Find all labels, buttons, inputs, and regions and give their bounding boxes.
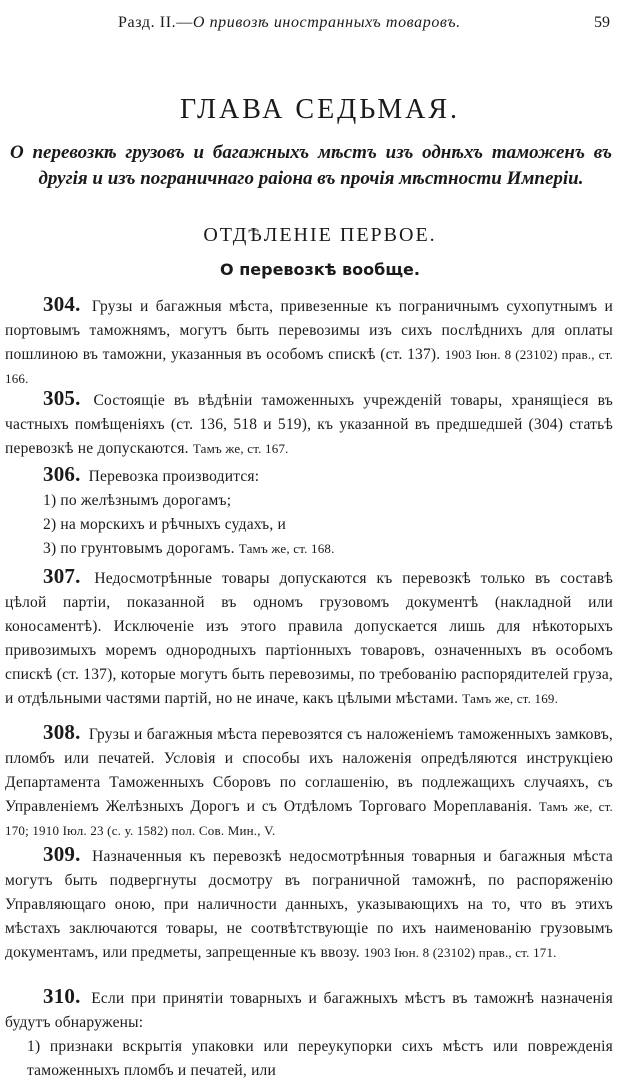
article-310 [5,984,613,1083]
article-text: Если при принятіи товарныхъ и багажныхъ мѣстъ въ таможнѣ назначенія будутъ обнаружены: [5,990,613,1031]
article-number: 307. [43,564,81,588]
running-header [0,14,640,36]
article-text: Грузы и багажныя мѣста, привезенные къ пограничнымъ сухопутнымъ и портовымъ таможнямъ, могутъ быть перевозимы изъ сихъ послѣднихъ для оплаты пошлиною въ таможни, указанныя въ особомъ спискѣ (ст. 137). [5,298,614,363]
article-text: Состоящіе въ вѣдѣніи таможенныхъ учрежденій товары, хранящіеся въ частныхъ помѣщеніяхъ (ст. 136, 518 и 519), къ указанной въ предшедшей (304) статьѣ перевозкѣ не допускаются. [5,392,613,457]
article-text: Назначенныя къ перевозкѣ недосмотрѣнныя товарныя и багажныя мѣста могутъ быть подвергнуты досмотру въ пограничной таможнѣ, по распоряженію Управляющаго оною, при наличности данныхъ, указывающихъ на то, что въ этихъ мѣстахъ заключаются товары, не соотвѣтствующіе по ихъ наименованію грузовымъ документамъ, или предметы, запрещенные къ ввозу. [5,848,613,961]
section-subtitle: О перевозкѣ вообще. [220,260,420,279]
article-307 [5,564,613,711]
running-title-prefix: Разд. II.— [118,14,193,31]
article-304 [5,292,613,391]
chapter-title: ГЛАВА СЕДЬМАЯ. [179,94,461,125]
article-306 [5,462,613,561]
list-item: 2) на морскихъ и рѣчныхъ судахъ, и [43,516,287,533]
page-number: 59 [594,14,610,31]
article-source: Тамъ же, ст. 169. [462,691,559,706]
article-305 [5,386,613,461]
article-source: Тамъ же, ст. 168. [238,541,335,556]
article-source: Тамъ же, ст. 167. [192,441,289,456]
chapter-subtitle: О перевозкѣ грузовъ и багажныхъ мѣстъ изъ однѣхъ таможенъ въ другія и изъ пограничнаго раіона въ прочія мѣстности Имперіи. [10,142,612,189]
article-source: Тамъ же, ст. 170; 1910 Іюл. 23 (с. у. 1582) пол. Сов. Мин., V. [5,799,613,838]
article-number: 306. [43,462,81,486]
article-text: Перевозка производится: [88,468,260,485]
article-source: 1903 Іюн. 8 (23102) прав., ст. 171. [363,945,557,960]
running-title [118,14,461,32]
article-309 [5,842,613,965]
list-item: 1) признаки вскрытія упаковки или переукупорки сихъ мѣстъ или поврежденія таможенныхъ пломбъ и печатей, или [27,1038,613,1079]
section-title: ОТДѢЛЕНІЕ ПЕРВОЕ. [203,224,437,246]
article-number: 310. [43,984,81,1008]
article-number: 304. [43,292,81,316]
article-number: 305. [43,386,81,410]
article-source: 1903 Іюн. 8 (23102) прав., ст. 166. [5,347,613,386]
list-item [5,537,613,561]
article-text: Недосмотрѣнные товары допускаются къ перевозкѣ только въ составѣ цѣлой партіи, показанной въ одномъ грузовомъ документѣ (накладной или коносаментѣ). Исключеніе изъ этого правила допускается лишь для нѣкоторыхъ привозимыхъ моремъ однородныхъ партіонныхъ товаровъ, означенныхъ въ особомъ спискѣ (ст. 137), которые могутъ быть перевозимы, по требованію распорядителей груза, и отдѣльными частями партій, но не иначе, какъ цѣлыми мѣстами. [5,570,613,707]
running-title-italic: О привозѣ иностранныхъ товаровъ. [192,14,461,31]
article-308 [5,720,613,843]
list-item-text: 3) по грунтовымъ дорогамъ. [43,540,235,557]
list-item: 1) по желѣзнымъ дорогамъ; [43,492,232,509]
article-number: 309. [43,842,81,866]
article-text: Грузы и багажныя мѣста перевозятся съ наложеніемъ таможенныхъ замковъ, пломбъ или печатей. Условія и способы ихъ наложенія опредѣляются инструкціею Департамента Таможенныхъ Сборовъ по соглашенію, въ подлежащихъ случаяхъ, съ Управленіемъ Желѣзныхъ Дорогъ и съ Отдѣломъ Торговаго Мореплаванія. [5,726,613,815]
article-number: 308. [43,720,81,744]
